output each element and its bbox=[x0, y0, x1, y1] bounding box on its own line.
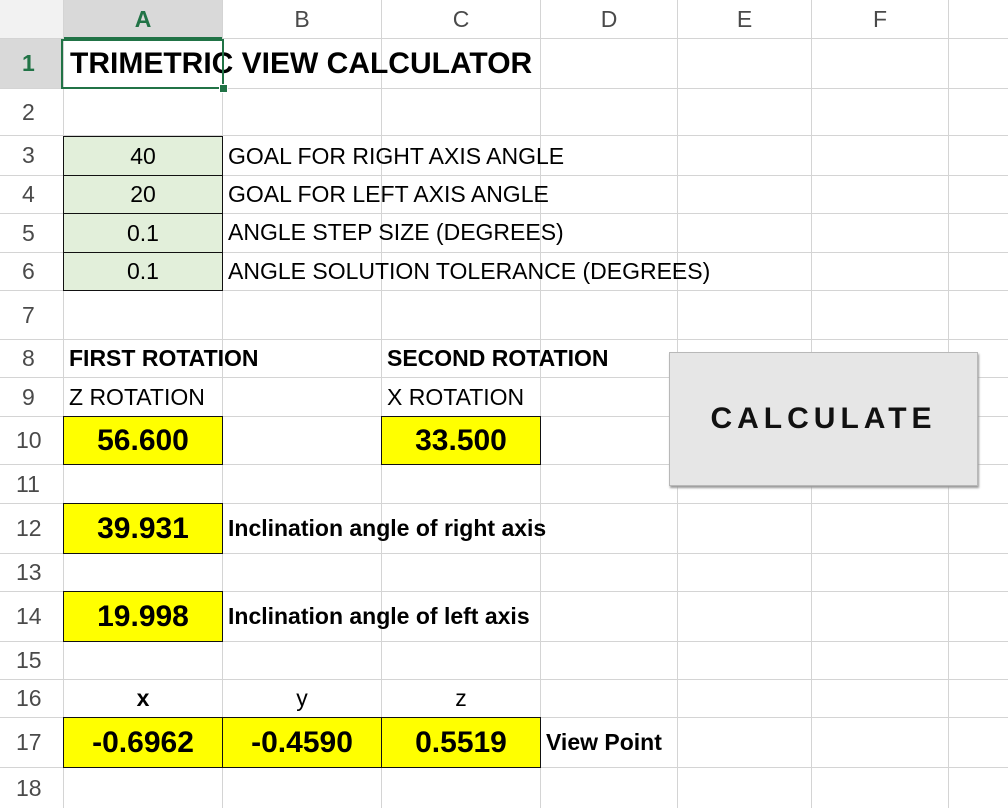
row-header-15[interactable]: 15 bbox=[16, 647, 42, 673]
column-header-c[interactable]: C bbox=[452, 5, 470, 32]
label-angle-step-size: ANGLE STEP SIZE (DEGREES) bbox=[228, 219, 564, 245]
row-header-11[interactable]: 11 bbox=[16, 470, 40, 497]
row-header-7[interactable]: 7 bbox=[22, 301, 35, 328]
left-axis-inclination-label: Inclination angle of left axis bbox=[228, 603, 530, 629]
row-header-5[interactable]: 5 bbox=[22, 219, 35, 246]
row-header-9[interactable]: 9 bbox=[22, 383, 35, 410]
row-header-4[interactable]: 4 bbox=[22, 181, 35, 207]
column-header-corner[interactable] bbox=[0, 0, 63, 38]
row-header-8[interactable]: 8 bbox=[22, 345, 35, 371]
fill-handle[interactable] bbox=[219, 84, 228, 93]
column-header-d[interactable]: D bbox=[600, 5, 618, 32]
row-header-16[interactable]: 16 bbox=[16, 685, 42, 711]
view-point-z-header: z bbox=[455, 685, 467, 711]
right-axis-inclination-value[interactable]: 39.931 bbox=[63, 503, 223, 554]
second-rotation-axis: X ROTATION bbox=[387, 383, 525, 410]
row-header-13[interactable]: 13 bbox=[16, 559, 42, 585]
row-header-12[interactable]: 12 bbox=[16, 515, 42, 541]
right-axis-inclination-label: Inclination angle of right axis bbox=[228, 515, 547, 541]
input-angle-step-size[interactable]: 0.1 bbox=[63, 213, 223, 253]
label-right-axis-goal: GOAL FOR RIGHT AXIS ANGLE bbox=[228, 143, 565, 169]
z-rotation-value[interactable]: 56.600 bbox=[63, 416, 223, 465]
column-header-e[interactable]: E bbox=[736, 5, 753, 32]
left-axis-inclination-value[interactable]: 19.998 bbox=[63, 591, 223, 642]
input-right-axis-goal[interactable]: 40 bbox=[63, 136, 223, 176]
view-point-label: View Point bbox=[546, 729, 662, 755]
label-solution-tolerance: ANGLE SOLUTION TOLERANCE (DEGREES) bbox=[228, 258, 711, 284]
row-header-10[interactable]: 10 bbox=[16, 427, 42, 453]
first-rotation-heading: FIRST ROTATION bbox=[69, 345, 259, 371]
row-header-17[interactable]: 17 bbox=[16, 729, 42, 755]
first-rotation-axis: Z ROTATION bbox=[69, 383, 205, 410]
calculate-button[interactable]: CALCULATE bbox=[669, 352, 978, 486]
row-header-18[interactable]: 18 bbox=[16, 774, 42, 801]
title-cell[interactable]: TRIMETRIC VIEW CALCULATOR bbox=[70, 47, 533, 80]
view-point-z-value[interactable]: 0.5519 bbox=[381, 717, 541, 768]
row-header-1[interactable]: 1 bbox=[0, 39, 63, 88]
column-header-a[interactable]: A bbox=[64, 0, 222, 38]
row-header-14[interactable]: 14 bbox=[16, 603, 42, 629]
row-header-3[interactable]: 3 bbox=[22, 142, 35, 168]
row-header-6[interactable]: 6 bbox=[22, 258, 35, 284]
view-point-x-value[interactable]: -0.6962 bbox=[63, 717, 223, 768]
input-solution-tolerance[interactable]: 0.1 bbox=[63, 252, 223, 291]
column-header-b[interactable]: B bbox=[294, 5, 310, 32]
row-header-2[interactable]: 2 bbox=[22, 98, 35, 125]
view-point-y-value[interactable]: -0.4590 bbox=[222, 717, 382, 768]
label-left-axis-goal: GOAL FOR LEFT AXIS ANGLE bbox=[228, 181, 549, 207]
second-rotation-heading: SECOND ROTATION bbox=[387, 345, 609, 371]
view-point-x-header: x bbox=[136, 685, 150, 711]
column-a-selection-indicator bbox=[64, 37, 222, 39]
x-rotation-value[interactable]: 33.500 bbox=[381, 416, 541, 465]
column-header-f[interactable]: F bbox=[872, 5, 888, 32]
input-left-axis-goal[interactable]: 20 bbox=[63, 175, 223, 214]
row-1-selection-indicator bbox=[61, 40, 63, 88]
view-point-y-header: y bbox=[296, 685, 308, 711]
